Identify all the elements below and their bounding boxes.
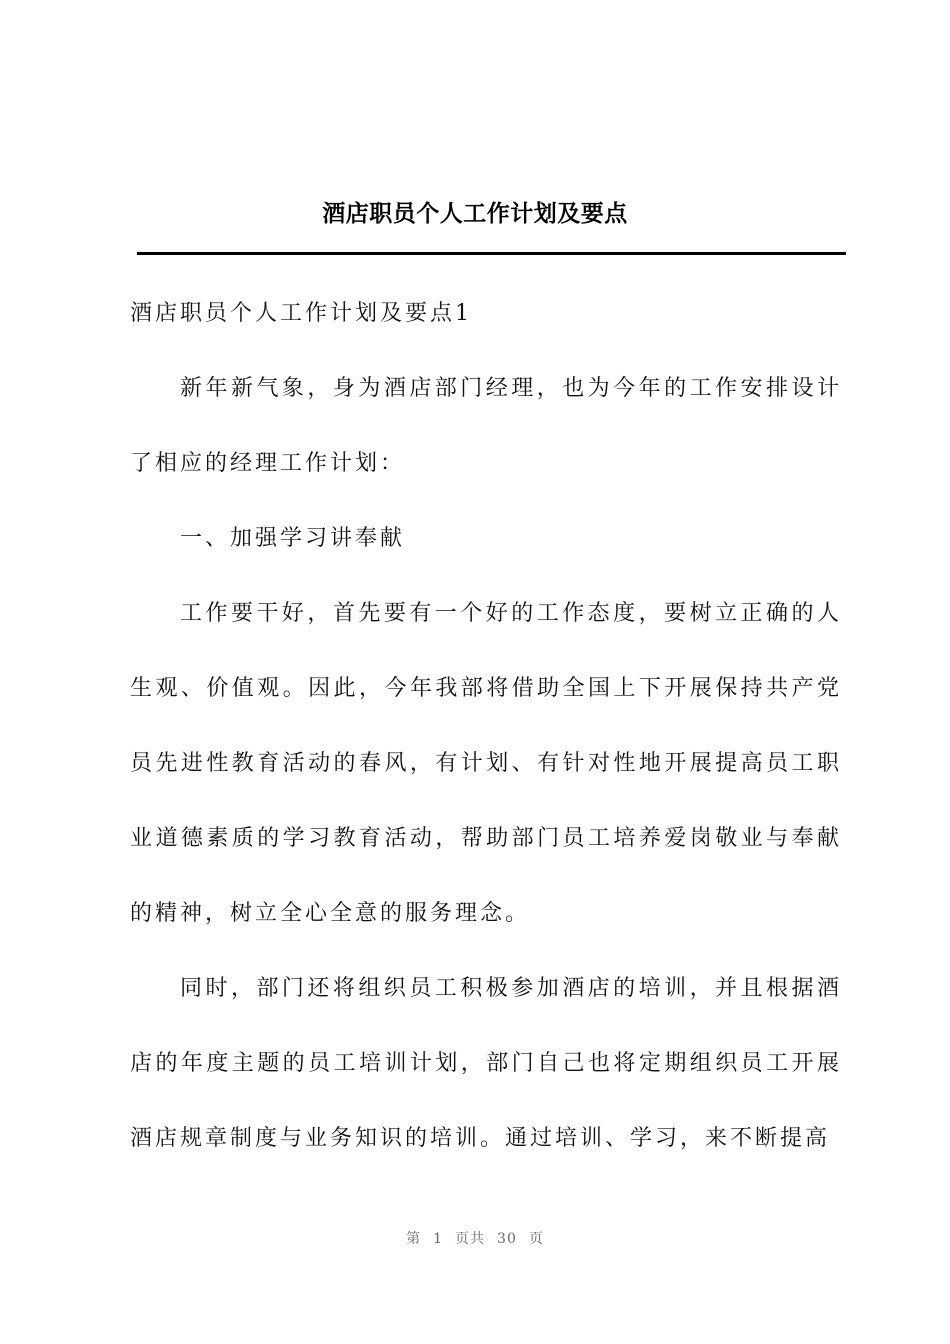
footer-suffix: 页 (528, 1231, 544, 1247)
document-body (130, 276, 842, 1176)
subheading-study: 一、加强学习讲奉献 (180, 526, 406, 551)
paragraph-training: 同时，部门还将组织员工积极参加酒店的培训，并且根据酒店的年度主题的员工培训计划，部门自己也将定期组织员工开展酒店规章制度与业务知识的培训。通过培训、学习，来不断提高 (130, 976, 842, 1151)
footer-prefix: 第 (406, 1231, 422, 1247)
footer-mid: 页共 (455, 1231, 486, 1247)
footer-page-number: 1 (433, 1231, 444, 1247)
title-underline (137, 252, 846, 255)
section-heading: 酒店职员个人工作计划及要点1 (130, 301, 472, 326)
document-title: 酒店职员个人工作计划及要点 (322, 200, 628, 227)
paragraph-intro: 新年新气象，身为酒店部门经理，也为今年的工作安排设计了相应的经理工作计划： (130, 376, 842, 476)
page-footer (0, 1229, 950, 1249)
footer-page-total: 30 (497, 1231, 517, 1247)
paragraph-attitude: 工作要干好，首先要有一个好的工作态度，要树立正确的人生观、价值观。因此，今年我部将借助全国上下开展保持共产党员先进性教育活动的春风，有计划、有针对性地开展提高员工职业道德素质的学习教育活动，帮助部门员工培养爱岗敬业与奉献的精神，树立全心全意的服务理念。 (130, 601, 842, 926)
